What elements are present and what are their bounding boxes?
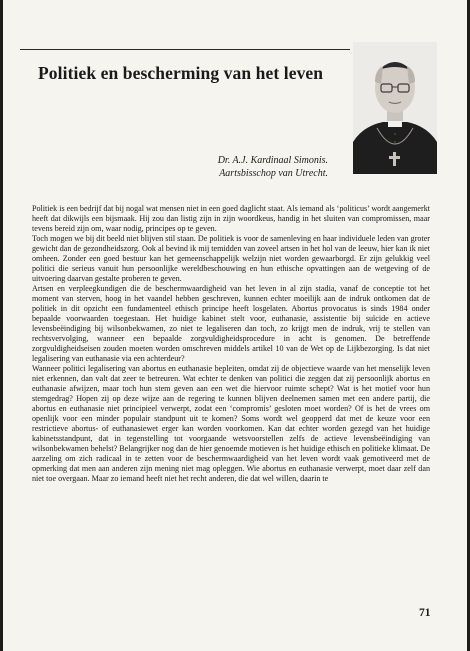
byline-title: Aartsbisschop van Utrecht. xyxy=(219,168,328,179)
paragraph-2: Toch mogen we bij dit beeld niet blijven stil staan. De politiek is voor de samenleving en haar individuele leden van groter gewicht dan de gezondheidszorg. Ook al bevind ik mij temidden van zoveel artsen in het hol van de leeuw, hier kan ik niet omheen. Zonder een goed bestuur kan het gemeenschappelijk welzijn niet worden gewaarborgd. Er zijn gelukkig veel politici die serieus vanuit hun persoonlijke wereldbeschouwing en hun ethische opvattingen aan de wetgeving of de uitvoering daarvan gestalte proberen te geven. xyxy=(32,234,430,283)
page-left-edge xyxy=(0,0,3,651)
paragraph-4: Wanneer politici legalisering van abortus en euthanasie bepleiten, omdat zij de objectieve waarde van het menselijk leven niet erkennen, dan valt dat zeer te betreuren. Wat echter te denken van politici die zeggen dat zij persoonlijk abortus en euthanasie afwijzen, maar toch hun stem geven aan een wet die hiervoor ruimte schept? Wat is het motief voor hun stemgedrag? Hopen zij op deze wijze aan de regering te kunnen blijven deelnemen samen met een andere partij, die abortus en euthanasie niet principieel verwerpt, zodat een ‘compromis’ gesloten moet worden? Of is het de vrees om openlijk voor een minder populair standpunt uit te komen? Soms wordt wel geopperd dat met de keuze voor een restrictieve abortus- of euthanasiewet erger kan worden voorkomen. Kan dat echter worden gezegd van het huidige kabinetsstandpunt, dat in tegenstelling tot voorgaande wetsvoorstellen zelfs de actieve levensbeëindiging van wilsonbekwamen behelst? Belangrijker nog dan de hier genoemde motieven is het huidige ethisch en politieke klimaat. De aarzeling om zich radicaal in te zetten voor de beschermwaardigheid van het leven wordt vaak gemotiveerd met de opmerking dat men aan anderen zijn mening niet mag opleggen. Wie abortus en euthanasie verwerpt, moet daar zelf dan niet toe overgaan. Maar zo iemand heeft niet het recht anderen, die dat wel willen, daarin te xyxy=(32,364,430,483)
paragraph-3: Artsen en verpleegkundigen die de beschermwaardigheid van het leven in al zijn stadia, vanaf de conceptie tot het moment van sterven, hoog in het vaandel hebben geschreven, kunnen echter moeilijk aan de indruk ontkomen dat de politiek in dit opzicht een fundamenteel ethisch principe heeft losgelaten. Abortus provocatus is sinds 1984 onder bepaalde voorwaarden toegestaan. Het huidige kabinet stelt voor, euthanasie, assistentie bij suïcide en actieve levensbeëindiging bij wilsonbekwamen, zo niet te legaliseren dan toch, zo krijgt men de indruk, vrij te stellen van rechtsvervolging, wanneer een bepaalde zorgvuldigheidsprocedure in acht is genomen. De betreffende zorgvuldigheidseisen zouden moeten worden omschreven middels artikel 10 van de Wet op de Lijkbezorging. Is dat niet legalisering van euthanasie via een achterdeur? xyxy=(32,284,430,363)
byline-name: Dr. A.J. Kardinaal Simonis. xyxy=(217,155,328,166)
title-rule xyxy=(20,49,350,50)
article-title: Politiek en bescherming van het leven xyxy=(38,62,324,83)
page-number: 71 xyxy=(419,607,431,619)
portrait-illustration xyxy=(353,42,437,174)
author-portrait xyxy=(353,42,437,174)
byline xyxy=(218,154,328,180)
article-body xyxy=(32,204,430,484)
paragraph-1: Politiek is een bedrijf dat bij nogal wat mensen niet in een goed daglicht staat. Als iemand als ‘politicus’ wordt aangemerkt heeft dat dikwijls een bijsmaak. Hij zou dan listig zijn in zijn woordkeus, handig in het sluiten van compromissen, maar tevens bereid zijn om, waar nodig, principes op te geven. xyxy=(32,204,430,233)
